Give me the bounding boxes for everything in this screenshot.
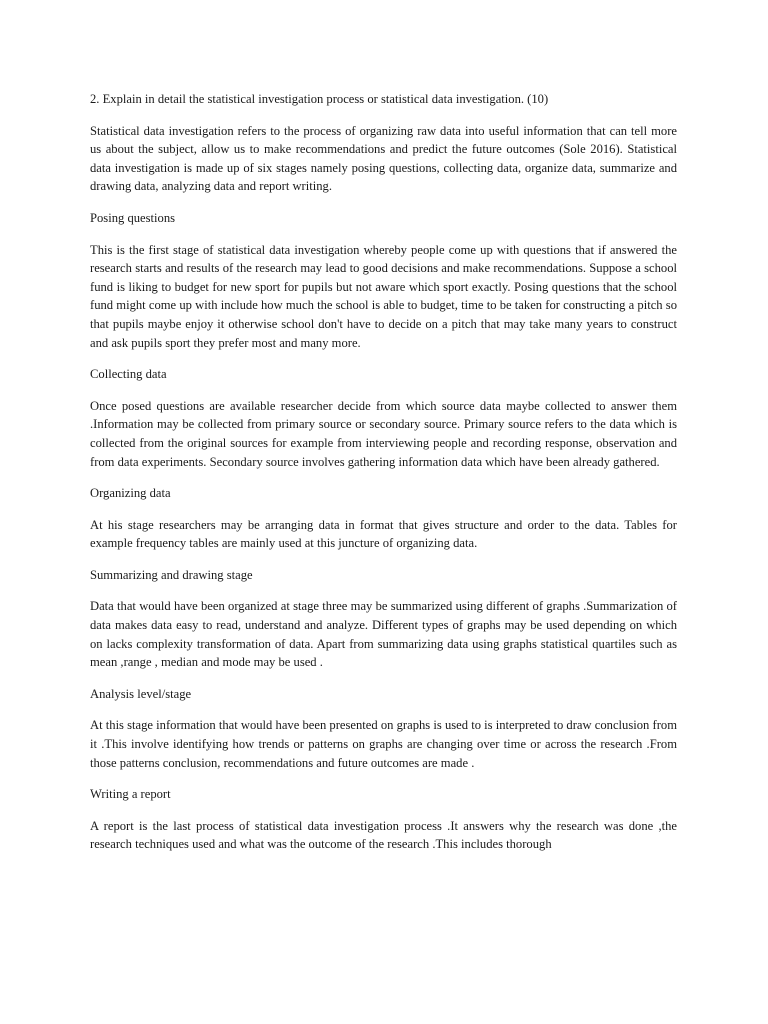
section-body-summarizing: Data that would have been organized at stage three may be summarized using different of graphs .Summarization of data makes data easy to read, understand and analyze. Different types of graphs may be used depending on which on lacks complexity transformation of data. Apart from summarizing data using graphs statistical quartiles such as mean ,range , median and mode may be used . — [90, 599, 677, 670]
section-heading-writing-report: Writing a report — [90, 787, 171, 802]
section-heading-collecting-data: Collecting data — [90, 367, 167, 382]
section-body-collecting-data: Once posed questions are available researcher decide from which source data maybe collected to answer them .Information may be collected from primary source or secondary source. Primary source refers to the data which is collected from the original sources for example from interviewing people and recording response, observation and from data experiments. Secondary source involves gathering information data which have been already gathered. — [90, 398, 677, 469]
section-heading-summarizing: Summarizing and drawing stage — [90, 567, 253, 582]
section-heading-organizing-data: Organizing data — [90, 486, 171, 501]
section-body-posing-questions: This is the first stage of statistical data investigation whereby people come up with questions that if answered the research starts and results of the research may lead to good decisions and make recommendations. Suppose a school fund is liking to budget for new sport for pupils but not aware which sport exactly. Posing questions that the school fund might come up with include how much the school is able to budget, time to be taken for constructing a pitch so that pupils maybe enjoy it otherwise school don't have to decide on a pitch that may take many years to construct and ask pupils sport they prefer most and many more. — [90, 242, 677, 350]
section-body-organizing-data: At his stage researchers may be arranging data in format that gives structure and order to the data. Tables for example frequency tables are mainly used at this juncture of organizing data. — [90, 517, 677, 551]
section-body-writing-report: A report is the last process of statistical data investigation process .It answers why the research was done ,the research techniques used and what was the outcome of the research .This includes thorough — [90, 818, 677, 852]
question-heading: 2. Explain in detail the statistical investigation process or statistical data investigation. (10) — [90, 92, 549, 106]
section-heading-analysis: Analysis level/stage — [90, 686, 192, 701]
section-heading-posing-questions: Posing questions — [90, 210, 176, 225]
intro-paragraph: Statistical data investigation refers to the process of organizing raw data into useful information that can tell more us about the subject, allow us to make recommendations and predict the future outcomes (Sole 2016). Statistical data investigation is made up of six stages namely posing questions, collecting data, organize data, summarize and drawing data, analyzing data and report writing. — [90, 123, 677, 194]
section-body-analysis: At this stage information that would have been presented on graphs is used to is interpreted to draw conclusion from it .This involve identifying how trends or patterns on graphs are changing over time or across the research .From those patterns conclusion, recommendations and future outcomes are made . — [90, 718, 677, 770]
document-page — [90, 90, 677, 867]
